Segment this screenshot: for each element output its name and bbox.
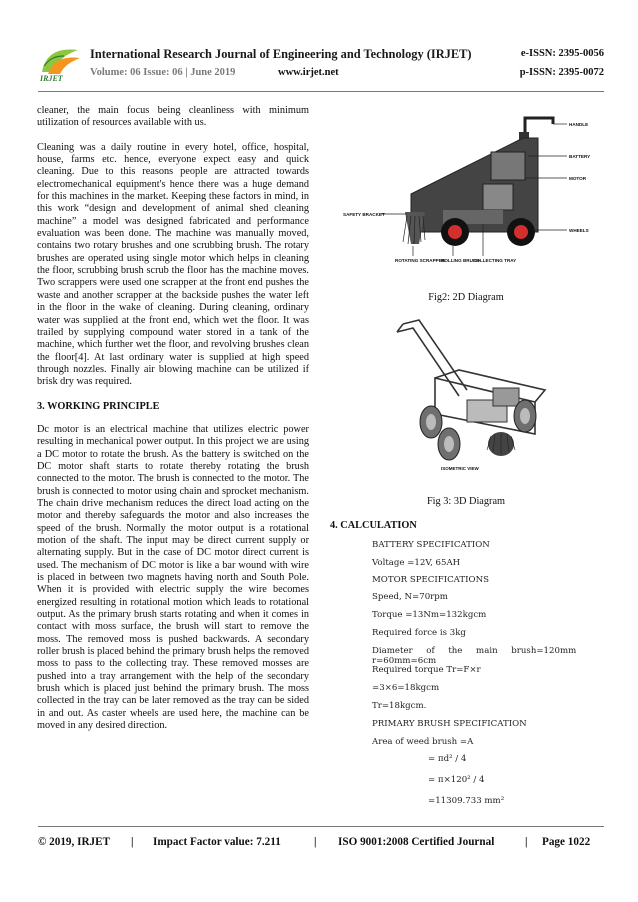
calc-force: Required force is 3kg [372, 628, 466, 638]
calc-area-result: =11309.733 mm² [428, 796, 505, 806]
calc-primary-spec: PRIMARY BRUSH SPECIFICATION [372, 719, 527, 729]
calc-diameter: Diameter of the main brush=120mm [372, 646, 577, 656]
calc-voltage: Voltage =12V, 65AH [372, 558, 461, 568]
website-link[interactable]: www.irjet.net [278, 67, 339, 78]
label-handle: HANDLE [569, 122, 589, 127]
label-wheels: WHEELS [569, 228, 589, 233]
calc-torque: Torque =13Nm=132kgcm [372, 610, 487, 620]
footer-separator: | [525, 836, 528, 848]
journal-title: International Research Journal of Engineering and Technology (IRJET) [90, 47, 472, 61]
label-isometric-view: ISOMETRIC VIEW [441, 466, 479, 471]
label-battery: BATTERY [569, 154, 591, 159]
volume-issue: Volume: 06 Issue: 06 | June 2019 [90, 67, 236, 78]
header-rule [38, 91, 604, 92]
paragraph: Dc motor is an electrical machine that utilizes electric power resulting in mechanical power output. In this project we are using a DC motor to rotate the brush. As the battery is switched on the DC motor shaft starts to rotate thereby rotating the brush connected to the motor. The brush is connected to the motor. The brush is connected to motor using chain and sprocket mechanism. The chain drive mechanism reduces the direct load acting on the motor and thereby safeguards the motor and also increases the speed of the brush. Normally the motor output is a rotational motion of the shaft. The input may be direct current supply or alternating supply. But in the case of DC motor direct current is used. The mechanism of DC motor is like a bar wound with wire is placed in between two magnets having north and South Pole. When it is provided with electric supply the wire becomes energized resulting in rotational motion which leads to rotational output. As the primary brush starts rotating and when it comes in contact with moss surface, the brush will start to remove the moss. The removed moss is pushed backwards. A secondary roller brush is placed behind the primary brush helps the removed moss to pass to the collecting tray. These removed mosses are pushed into a tray arrangement with the help of the secondary brush which is placed just behind the primary brush. The moss collected in the tray can be later removed as the tray can be sided in and out. As caster wheels are used here, the machine can be moved in any desired direction. [37, 423, 309, 732]
footer-separator: | [314, 836, 317, 848]
footer-page-number: Page 1022 [542, 836, 591, 848]
left-column [37, 105, 309, 745]
paragraph: Cleaning was a daily routine in every hotel, office, hospital, house, farms etc. hence, everyone expect easy and quick cleaning. Due to this reasons people are attracted towards electromechanical equipment's hence there was a huge demand for this machines in the market. Keeping these factors in mind, in this work “design and development of animal shed cleaning machine” a model was designed fabricated and performance evaluation was been done. The machine was manually moved, contains two rotary brushes and one scrubbing brush. The rotary brushes are operated using single motor which helps in cleaning the floor, scrubbing brush scrub the floor has the machine moves. Two scrappers were used one scrapper at the front end pushes the waste and another scrapper at the backside pushes the water left in the floor in the wake of cleaning. During cleaning, ordinary water was supplied at the front end, which wet the floor. It was trailed by supplying compound water stored in a tank of the machine, which further wet the floor, and revolving brushes clean the floor[4]. At last ordinary water is supplied at high speed through nozzles. Finally air blowing machine can be utilized if brisk dry was required. [37, 141, 309, 388]
label-collecting-tray: COLLECTING TRAY [473, 258, 517, 263]
calc-battery-spec: BATTERY SPECIFICATION [372, 540, 490, 550]
footer-impact-factor: Impact Factor value: 7.211 [153, 836, 281, 848]
calc-required-torque: Required torque Tr=F×r [372, 665, 481, 675]
footer-separator: | [131, 836, 134, 848]
footer-rule [38, 826, 604, 827]
calc-area-formula: = π×120² / 4 [428, 775, 485, 785]
section-heading: 4. CALCULATION [330, 520, 417, 531]
figure-caption: Fig 3: 3D Diagram [426, 496, 506, 507]
logo-text: IRJET [40, 74, 63, 83]
e-issn: e-ISSN: 2395-0056 [520, 48, 604, 59]
paragraph: cleaner, the main focus being cleanliness with minimum utilization of resources available with us. [37, 105, 309, 129]
calc-motor-spec: MOTOR SPECIFICATIONS [372, 575, 489, 585]
figure-caption: Fig2: 2D Diagram [428, 292, 504, 303]
label-rotating-scrapper: ROTATING SCRAPPER [395, 258, 446, 263]
figure-3d-diagram [375, 318, 555, 478]
calc-area-formula: = πd² / 4 [428, 754, 467, 764]
calc-speed: Speed, N=70rpm [372, 592, 448, 602]
figure-2d-diagram [333, 112, 599, 280]
page-header [38, 44, 604, 88]
calc-radius: r=60mm=6cm [372, 656, 437, 666]
p-issn: p-ISSN: 2395-0072 [519, 67, 604, 78]
footer-iso: ISO 9001:2008 Certified Journal [338, 836, 495, 848]
calc-area-label: Area of weed brush =A [372, 737, 474, 747]
label-safety-bracket: SAFETY BRACKET [343, 212, 385, 217]
calc-torque-value: =3×6=18kgcm [372, 683, 440, 693]
footer-copyright: © 2019, IRJET [38, 836, 111, 848]
label-rolling-brush: ROLLING BRUSH [441, 258, 480, 263]
label-motor: MOTOR [569, 176, 587, 181]
calc-tr-result: Tr=18kgcm. [372, 701, 427, 711]
section-heading: 3. WORKING PRINCIPLE [37, 400, 160, 412]
